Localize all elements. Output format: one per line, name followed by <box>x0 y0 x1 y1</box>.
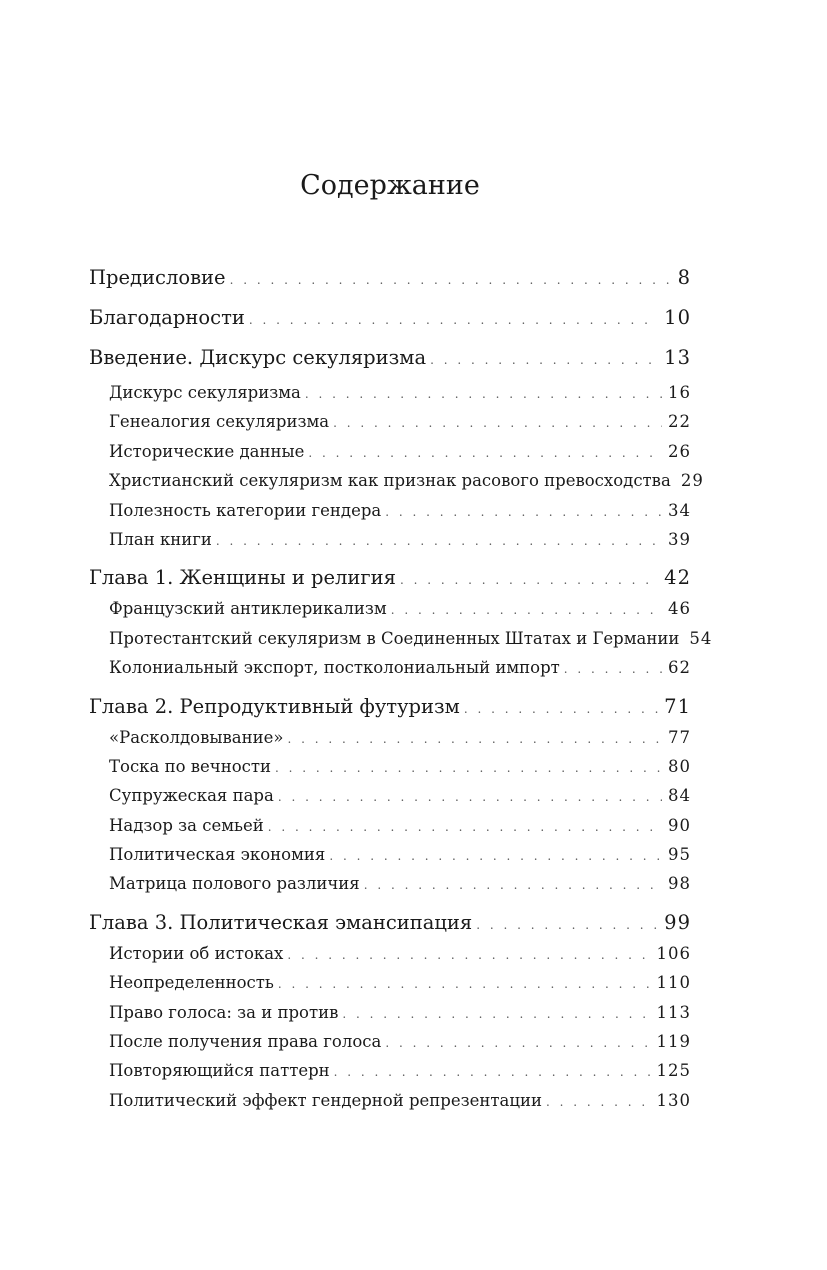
toc-section-entry <box>89 624 713 653</box>
toc-entry-page-number: 99 <box>664 910 691 934</box>
toc-entry-page-number: 39 <box>668 529 691 549</box>
toc-entry-page-number: 84 <box>668 786 691 806</box>
toc-entry-label: Истории об истоках <box>109 943 284 963</box>
toc-entry-page-number: 71 <box>664 694 691 718</box>
toc-entry-label: Христианский секуляризм как признак расового превосходства <box>109 471 671 491</box>
toc-entry-label: Матрица полового различия <box>109 874 360 894</box>
toc-section-entry <box>89 437 691 466</box>
toc-section-entry <box>89 407 691 436</box>
dot-leader <box>430 340 658 380</box>
toc-entry-label: Полезность категории гендера <box>109 500 382 520</box>
dot-leader <box>564 655 662 684</box>
toc-section-entry <box>89 466 704 495</box>
toc-entry-label: Право голоса: за и против <box>109 1002 339 1022</box>
dot-leader <box>385 1029 650 1058</box>
toc-section-entry <box>89 1056 691 1085</box>
toc-entry-page-number: 80 <box>668 756 691 776</box>
toc-section-entry <box>89 496 691 525</box>
toc-entry-label: Надзор за семьей <box>109 815 264 835</box>
dot-leader <box>385 498 662 527</box>
toc-entry-page-number: 42 <box>664 566 691 590</box>
dot-leader <box>464 693 658 725</box>
toc-section-entry <box>89 378 691 407</box>
toc-entry-label: Дискурс секуляризма <box>109 383 301 402</box>
dot-leader <box>305 380 662 409</box>
toc-entry-page-number: 98 <box>668 874 691 894</box>
toc-chapter-entry <box>89 691 691 723</box>
dot-leader <box>249 300 658 340</box>
toc-section-entry <box>89 968 691 997</box>
toc-entry-page-number: 29 <box>680 471 704 491</box>
toc-entry-page-number: 130 <box>656 1090 691 1110</box>
toc-entry-label: Французский антиклерикализм <box>109 599 387 619</box>
toc-entry-page-number: 106 <box>656 943 691 963</box>
toc-entry-page-number: 34 <box>668 500 691 520</box>
dot-leader <box>329 842 662 871</box>
toc-entry-label: Исторические данные <box>109 441 305 461</box>
toc-section-entry <box>89 594 691 623</box>
dot-leader <box>268 813 662 842</box>
toc-entry-page-number: 77 <box>668 727 691 747</box>
toc-section-entry <box>89 1086 691 1115</box>
toc-entry-page-number: 54 <box>689 628 713 648</box>
toc-entry-page-number: 8 <box>677 266 691 289</box>
page-title: Содержание <box>300 170 480 201</box>
toc-entry-page-number: 113 <box>656 1002 691 1022</box>
toc-section-entry <box>89 840 691 869</box>
toc-entry-label: Глава 1. Женщины и религия <box>89 566 396 590</box>
toc-section-entry <box>89 869 691 898</box>
dot-leader <box>333 409 662 438</box>
toc-entry-page-number: 13 <box>664 346 691 369</box>
dot-leader <box>216 527 662 556</box>
toc-entry-label: Глава 2. Репродуктивный футуризм <box>89 694 460 718</box>
dot-leader <box>334 1058 651 1087</box>
toc-entry-label: Предисловие <box>89 266 226 289</box>
toc-entry-label: Протестантский секуляризм в Соединенных Штатах и Германии <box>109 628 680 648</box>
dot-leader <box>287 941 650 970</box>
toc-section-entry <box>89 752 691 781</box>
toc-section-entry <box>89 781 691 810</box>
toc-entry-page-number: 110 <box>656 973 691 993</box>
toc-section-entry <box>89 939 691 968</box>
toc-entry-label: Политический эффект гендерной репрезентации <box>109 1090 542 1110</box>
toc-section-entry <box>89 525 691 554</box>
toc-section-entry <box>89 723 691 752</box>
toc-entry-page-number: 125 <box>656 1061 691 1081</box>
toc-entry-page-number: 10 <box>664 306 691 329</box>
dot-leader <box>364 871 662 900</box>
toc-entry-label: Колониальный экспорт, постколониальный импорт <box>109 658 560 678</box>
toc-entry-label: Генеалогия секуляризма <box>109 412 330 432</box>
toc-entry-label: «Расколдовывание» <box>109 727 284 747</box>
toc-entry-page-number: 90 <box>668 815 691 835</box>
toc-chapter-entry <box>89 298 691 338</box>
dot-leader <box>400 564 658 596</box>
toc-entry-page-number: 26 <box>668 441 691 461</box>
dot-leader <box>308 439 662 468</box>
toc-entry-page-number: 46 <box>668 599 691 619</box>
table-of-contents <box>89 258 713 1115</box>
dot-leader <box>342 1000 650 1029</box>
toc-entry-page-number: 119 <box>656 1032 691 1052</box>
toc-entry-label: Политическая экономия <box>109 845 326 865</box>
toc-entry-label: Благодарности <box>89 306 245 329</box>
toc-entry-page-number: 95 <box>668 845 691 865</box>
toc-entry-label: Введение. Дискурс секуляризма <box>89 346 427 369</box>
toc-entry-label: Тоска по вечности <box>109 756 272 776</box>
toc-section-entry <box>89 653 691 682</box>
toc-entry-page-number: 16 <box>668 383 691 402</box>
toc-chapter-entry <box>89 258 691 298</box>
toc-chapter-entry <box>89 907 691 939</box>
dot-leader <box>391 596 662 625</box>
dot-leader <box>288 725 663 754</box>
dot-leader <box>476 909 658 941</box>
toc-entry-label: Супружеская пара <box>109 786 274 806</box>
toc-chapter-entry <box>89 562 691 594</box>
toc-section-entry <box>89 1027 691 1056</box>
toc-entry-label: Глава 3. Политическая эмансипация <box>89 910 473 934</box>
dot-leader <box>278 783 662 812</box>
toc-entry-label: План книги <box>109 529 212 549</box>
toc-section-entry <box>89 811 691 840</box>
toc-entry-page-number: 62 <box>668 658 691 678</box>
toc-entry-label: Повторяющийся паттерн <box>109 1061 330 1081</box>
dot-leader <box>546 1088 651 1117</box>
toc-entry-label: После получения права голоса <box>109 1032 382 1052</box>
toc-entry-page-number: 22 <box>668 412 691 432</box>
toc-section-entry <box>89 998 691 1027</box>
dot-leader <box>230 260 672 300</box>
toc-entry-label: Неопределенность <box>109 973 274 993</box>
dot-leader <box>275 754 662 783</box>
toc-chapter-entry <box>89 338 691 378</box>
dot-leader <box>278 970 651 999</box>
